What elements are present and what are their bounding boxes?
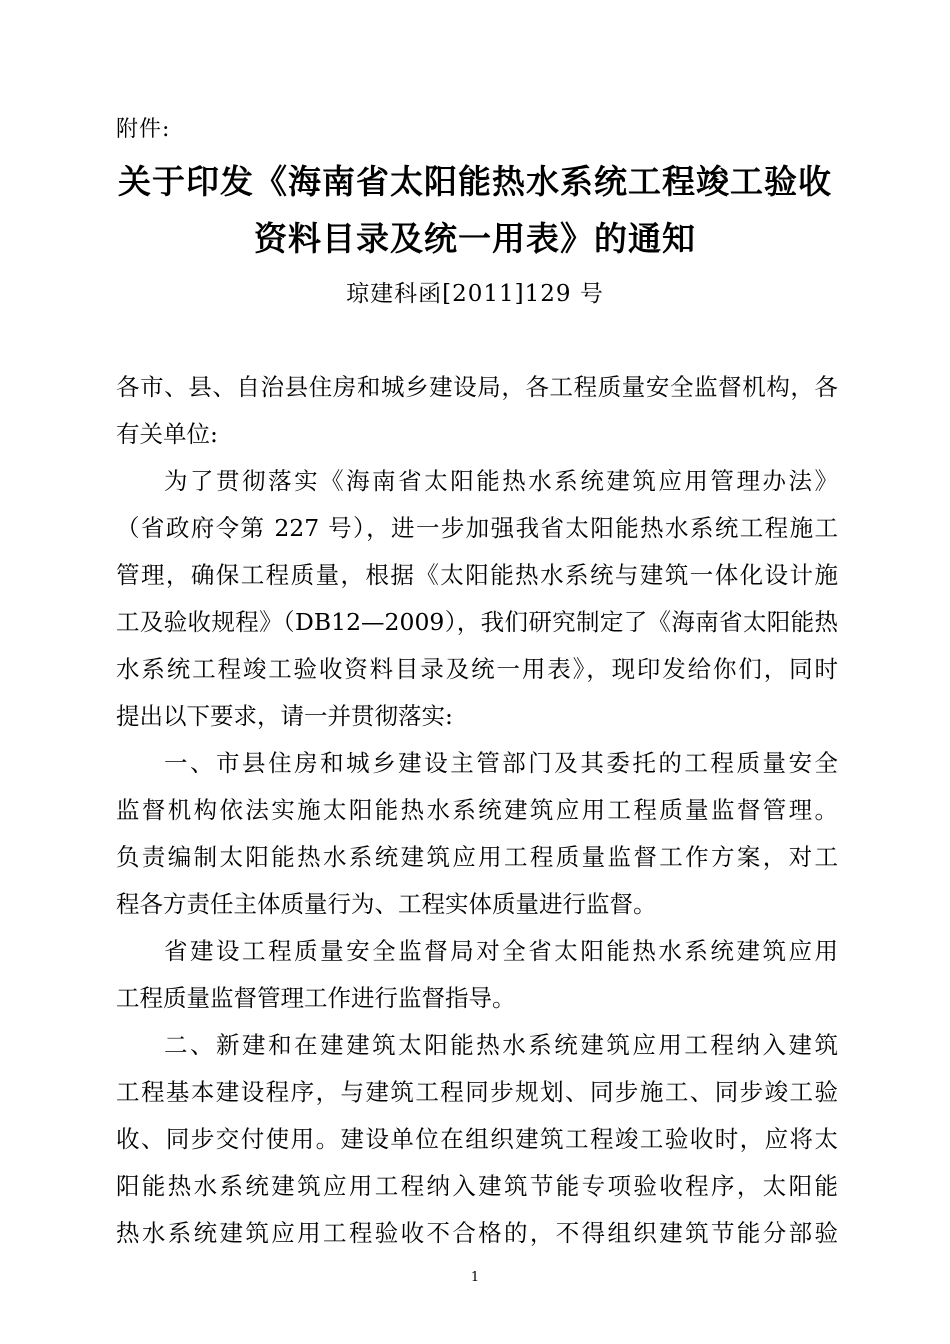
- body-line: 程各方责任主体质量行为、工程实体质量进行监督。: [116, 890, 657, 918]
- body-line: 监督机构依法实施太阳能热水系统建筑应用工程质量监督管理。: [116, 796, 838, 824]
- body-line: 提出以下要求，请一并贯彻落实:: [116, 702, 453, 730]
- body-line: 工程质量监督管理工作进行监督指导。: [116, 984, 516, 1012]
- document-body: [116, 364, 838, 1257]
- body-line: 热水系统建筑应用工程验收不合格的，不得组织建筑节能分部验: [116, 1219, 838, 1247]
- body-line-recipients: 各市、县、自治县住房和城乡建设局，各工程质量安全监督机构，各: [116, 373, 838, 401]
- body-line: 管理，确保工程质量，根据《太阳能热水系统与建筑一体化设计施: [116, 561, 838, 589]
- body-line: 二、新建和在建建筑太阳能热水系统建筑应用工程纳入建筑: [164, 1031, 838, 1059]
- body-line: 省建设工程质量安全监督局对全省太阳能热水系统建筑应用: [164, 937, 838, 965]
- document-title-line-1: 关于印发《海南省太阳能热水系统工程竣工验收: [118, 162, 832, 201]
- body-line: 阳能热水系统建筑应用工程纳入建筑节能专项验收程序，太阳能: [116, 1172, 838, 1200]
- body-line: 一、市县住房和城乡建设主管部门及其委托的工程质量安全: [164, 749, 838, 777]
- body-line: 水系统工程竣工验收资料目录及统一用表》，现印发给你们，同时: [116, 655, 838, 683]
- attachment-label: 附件:: [116, 117, 171, 142]
- body-line: 负责编制太阳能热水系统建筑应用工程质量监督工作方案，对工: [116, 843, 838, 871]
- body-line: （省政府令第 227 号），进一步加强我省太阳能热水系统工程施工: [116, 514, 838, 542]
- body-line: 收、同步交付使用。建设单位在组织建筑工程竣工验收时，应将太: [116, 1125, 838, 1153]
- body-line: 工程基本建设程序，与建筑工程同步规划、同步施工、同步竣工验: [116, 1078, 838, 1106]
- body-line-recipients-end: 有关单位:: [116, 420, 218, 448]
- body-line: 为了贯彻落实《海南省太阳能热水系统建筑应用管理办法》: [164, 467, 838, 495]
- document-number: 琼建科函[2011]129 号: [346, 281, 604, 307]
- page-number: 1: [470, 1270, 480, 1285]
- document-title-line-2: 资料目录及统一用表》的通知: [254, 219, 696, 258]
- body-line: 工及验收规程》（DB12—2009），我们研究制定了《海南省太阳能热: [116, 608, 838, 636]
